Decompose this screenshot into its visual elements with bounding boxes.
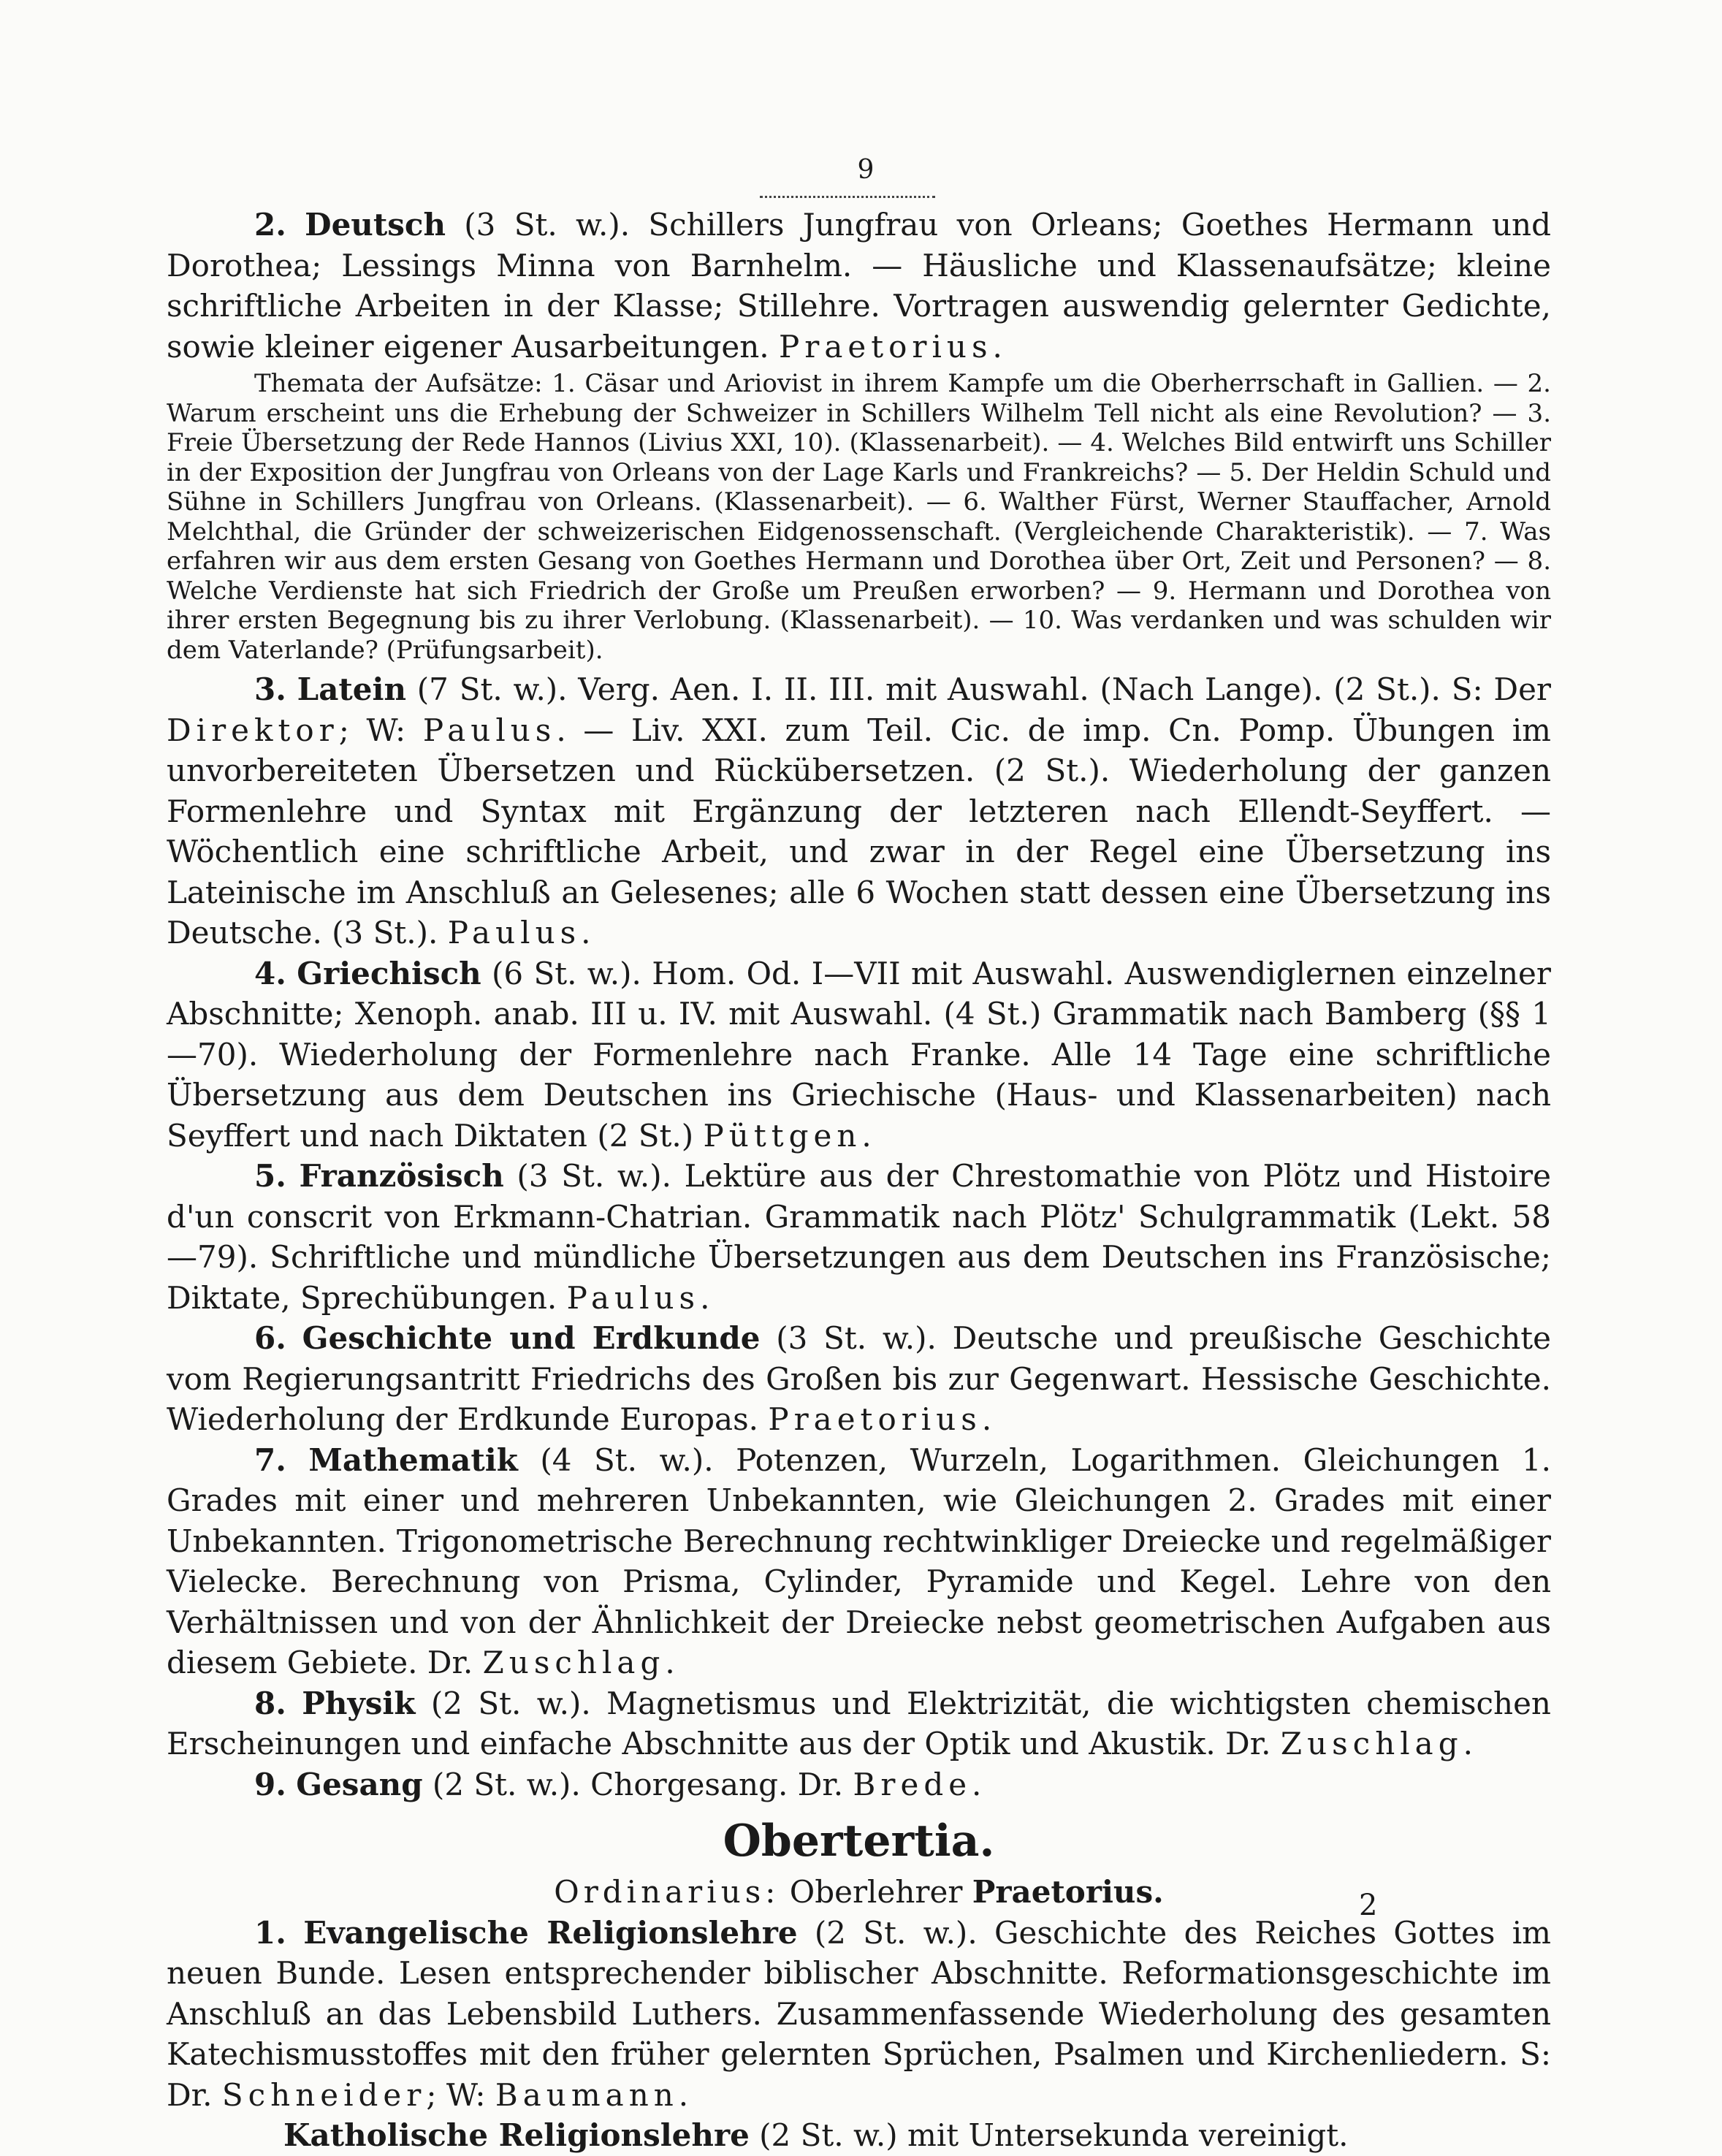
teacher-name: Praetorius. [768,1401,997,1437]
section-text: (3 St. w.). Deutsche und preußische Geschichte vom Regierungsantritt Friedrichs des Großen bis zur Gegenwart. Hessische Geschichte. Wiederholung der Erdkunde Europas. [167,1320,1551,1437]
teacher-name: Paulus. [566,1279,715,1316]
subject-title: Französisch [299,1158,504,1194]
subject-title: Griechisch [297,955,481,991]
signature-mark: 2 [1359,1889,1378,1922]
ordinarius-line [167,1872,1551,1913]
section-text: (2 St. w.). Magnetismus und Elektrizität, die wichtigsten chemischen Erscheinungen und einfache Abschnitte aus der Optik und Akustik. Dr. [167,1685,1551,1761]
section-number: 1. [254,1914,286,1951]
teacher-name: Zuschlag. [482,1645,680,1680]
section-number: 8. [254,1685,286,1721]
section-text: ; W: [338,712,423,748]
teacher-name: Praetorius. [779,328,1007,365]
essay-themes: Themata der Aufsätze: 1. Cäsar und Ariovist in ihrem Kampfe um die Oberherrschaft in Gallien. — 2. Warum erscheint uns die Erhebung der Schweizer in Schillers Wilhelm Tell nicht als eine Revolution? — 3. Freie Übersetzung der Rede Hannos (Livius XXI, 10). (Klassenarbeit). — 4. Welches Bild entwirft uns Schiller in der Exposition der Jungfrau von Orleans von der Lage Karls und Frankreichs? — 5. Der Heldin Schuld und Sühne in Schillers Jungfrau von Orleans. (Klassenarbeit). — 6. Walther Fürst, Werner Stauffacher, Arnold Melchthal, die Gründer der schweizerischen Eidgenossenschaft. (Vergleichende Charakteristik). — 7. Was erfahren wir aus dem ersten Gesang von Goethes Hermann und Dorothea über Ort, Zeit und Personen? — 8. Welche Verdienste hat sich Friedrich der Große um Preußen erworben? — 9. Hermann und Dorothea von ihrer ersten Begegnung bis zu ihrer Verlobung. (Klassenarbeit). — 10. Was verdanken und was schulden wir dem Vaterlande? (Prüfungsarbeit). [167,369,1551,665]
section-franzoesisch [167,1156,1551,1318]
section-number: 6. [254,1320,286,1356]
subject-title: Mathematik [308,1441,518,1478]
section-number: 9. [254,1766,286,1802]
section-katholische-religion [167,2115,1551,2156]
subject-title: Katholische Religionslehre [283,2117,750,2153]
teacher-name: Paulus. [447,915,596,951]
section-text: (2 St. w.) mit Untersekunda vereinigt. [749,2117,1349,2153]
section-evangelische-religion [167,1913,1551,2116]
ordinarius-name: Praetorius. [972,1874,1164,1910]
section-text: (4 St. w.). Potenzen, Wurzeln, Logarithmen. Gleichungen 1. Grades mit einer und mehreren Unbekannten, wie Gleichungen 2. Grades mit einer Unbekannten. Trigonometrische Berechnung rechtwinkliger Dreiecke und regelmäßiger Vielecke. Berechnung von Prisma, Cylinder, Pyramide und Kegel. Lehre von den Verhältnissen und von der Ähnlichkeit der Dreiecke nebst geometrischen Aufgaben aus diesem Gebiete. Dr. [167,1441,1551,1680]
teacher-name: Direktor [167,712,339,748]
section-text: (6 St. w.). Hom. Od. I—VII mit Auswahl. Auswendiglernen einzelner Abschnitte; Xenoph. anab. III u. IV. mit Auswahl. (4 St.) Grammatik nach Bamberg (§§ 1—70). Wiederholung der Formenlehre nach Franke. Alle 14 Tage eine schriftliche Übersetzung aus dem Deutschen ins Griechische (Haus- und Klassenarbeiten) nach Seyffert und nach Diktaten (2 St.) [167,955,1551,1154]
section-mathematik [167,1440,1551,1683]
section-number: 2. [254,207,286,243]
teacher-name: Baumann. [495,2076,694,2113]
section-number: 3. [254,671,286,707]
section-text: . — Liv. XXI. zum Teil. Cic. de imp. Cn. Pomp. Übungen im unvorbereiteten Übersetzen und Rückübersetzen. (2 St.). Wiederholung der ganzen Formenlehre und Syntax mit Ergänzung der letzteren nach Ellendt-Seyffert. — Wöchentlich eine schriftliche Arbeit, und zwar in der Regel eine Übersetzung ins Lateinische im Anschluß an Gelesenes; alle 6 Wochen statt dessen eine Übersetzung ins Deutsche. (3 St.). [167,712,1551,951]
subject-title: Latein [297,671,407,707]
teacher-name: Püttgen. [703,1117,877,1154]
ordinarius-label: Ordinarius: [554,1874,780,1910]
section-number: 5. [254,1158,286,1194]
page-number: 9 [857,155,875,185]
section-text: (2 St. w.). Chorgesang. Dr. [422,1766,853,1802]
section-physik [167,1683,1551,1764]
section-griechisch [167,953,1551,1157]
teacher-name: Schneider [221,2076,427,2113]
section-number: 7. [254,1441,286,1478]
section-deutsch [167,205,1551,367]
subject-title: Geschichte und Erdkunde [302,1320,761,1356]
teacher-name: Brede. [853,1766,987,1802]
ordinarius-text: Oberlehrer [780,1874,972,1910]
subject-title: Evangelische Religionslehre [303,1914,798,1951]
section-text: ; W: [426,2076,495,2113]
teacher-name: Zuschlag. [1280,1726,1478,1761]
section-number: 4. [254,955,286,991]
section-geschichte [167,1318,1551,1440]
section-gesang [167,1764,1551,1805]
section-text: (3 St. w.). Lektüre aus der Chrestomathie von Plötz und Histoire d'un conscrit von Erkmann-Chatrian. Grammatik nach Plötz' Schulgrammatik (Lekt. 58—79). Schriftliche und mündliche Übersetzungen aus dem Deutschen ins Französische; Diktate, Sprechübungen. [167,1158,1551,1316]
subject-title: Physik [302,1685,416,1721]
page-body [167,205,1551,2156]
subject-title: Deutsch [305,207,446,243]
class-heading: Obertertia. [723,1816,995,1867]
section-text: (3 St. w.). Schillers Jungfrau von Orleans; Goethes Hermann und Dorothea; Lessings Minna von Barnhelm. — Häusliche und Klassenaufsätze; kleine schriftliche Arbeiten in der Klasse; Stillehre. Vortragen auswendig gelernter Gedichte, sowie kleiner eigener Ausarbeitungen. [167,207,1551,365]
subject-title: Gesang [296,1766,423,1802]
section-text: (7 St. w.). Verg. Aen. I. II. III. mit Auswahl. (Nach Lange). (2 St.). S: Der [406,671,1552,707]
ornament-rule [760,187,935,198]
section-text: (2 St. w.). Geschichte des Reiches Gottes im neuen Bunde. Lesen entsprechender biblischer Abschnitte. Reformationsgeschichte im Anschluß an das Lebensbild Luthers. Zusammenfassende Wiederholung des gesamten Katechismusstoffes mit den früher gelernten Sprüchen, Psalmen und Kirchenliedern. S: Dr. [167,1914,1551,2113]
section-latein [167,669,1551,953]
teacher-name: Paulus [422,712,557,748]
